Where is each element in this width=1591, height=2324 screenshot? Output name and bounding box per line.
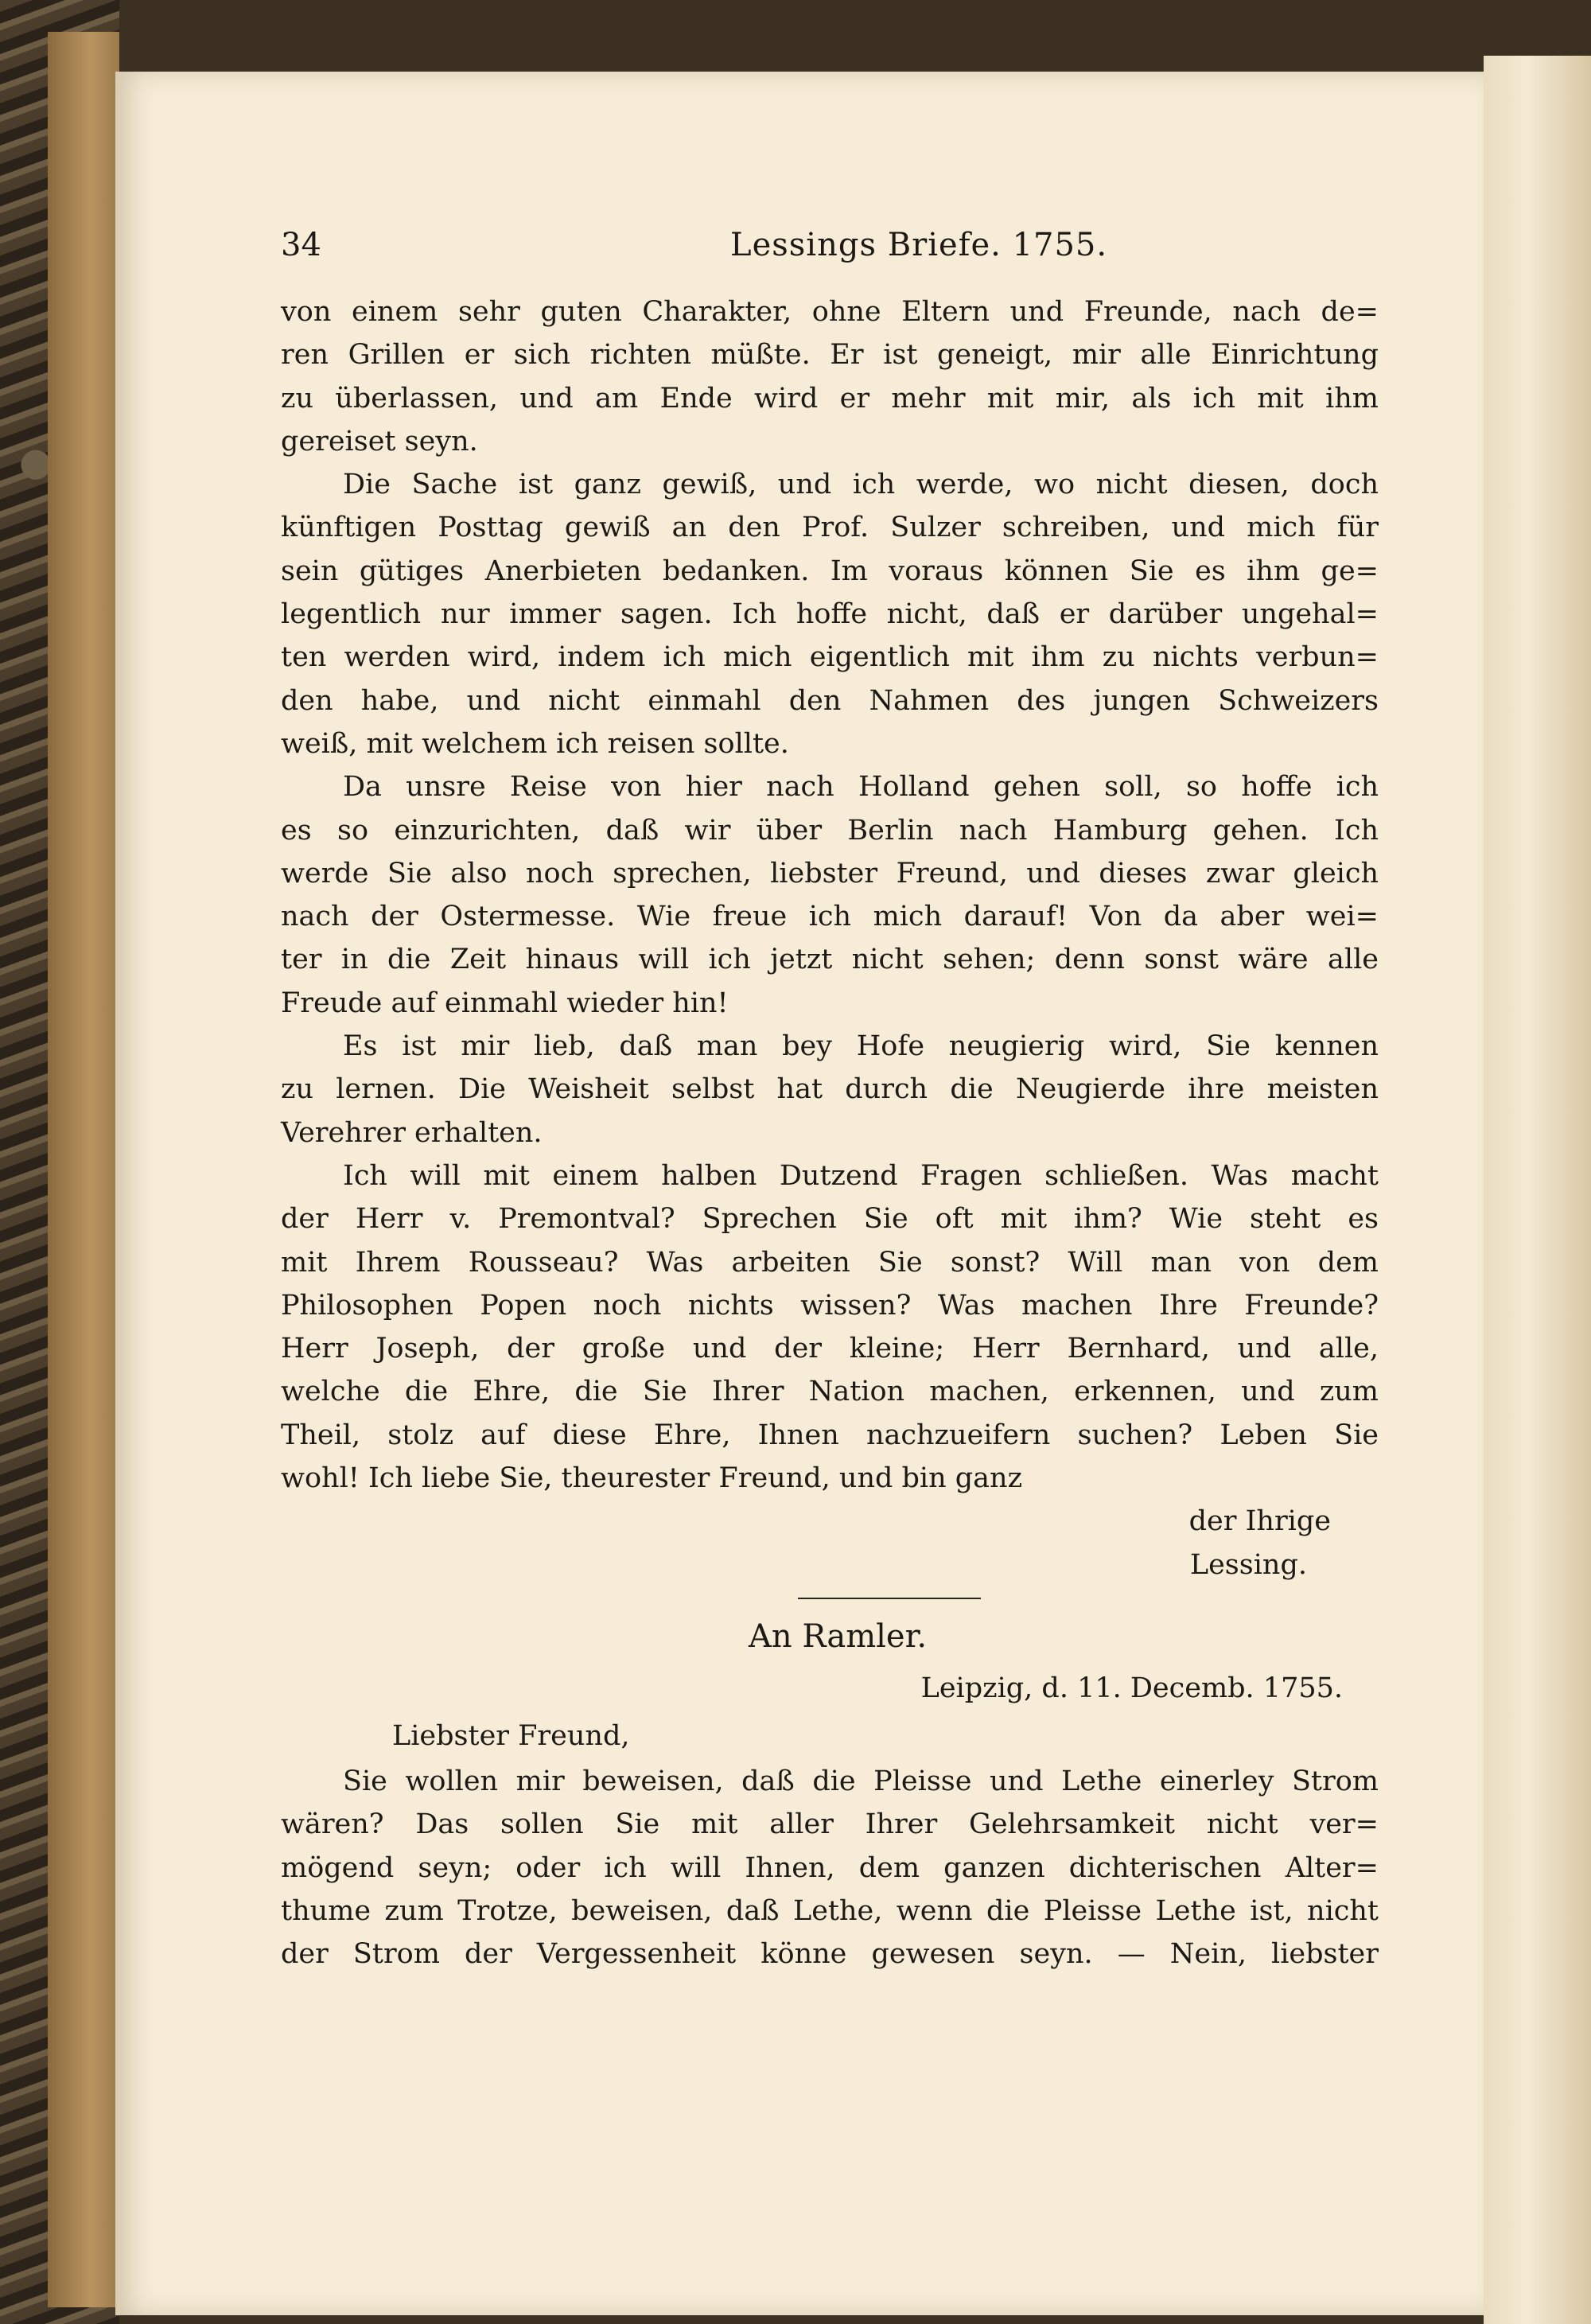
text-line: welche die Ehre, die Sie Ihrer Nation machen, erkennen, und zum [281,1376,1379,1408]
text-line: Die Sache ist ganz gewiß, und ich werde, wo nicht diesen, doch [343,469,1379,501]
text-line: mögend seyn; oder ich will Ihnen, dem ganzen dichterischen Alter= [281,1851,1379,1884]
salutation: Liebster Freund, [392,1719,630,1752]
text-line: künftigen Posttag gewiß an den Prof. Sulzer schreiben, und mich für [281,512,1379,544]
text-line: werde Sie also noch sprechen, liebster Freund, und dieses zwar gleich [281,857,1379,890]
letter-heading: An Ramler. [748,1617,928,1655]
text-line: zu lernen. Die Weisheit selbst hat durch die Neugierde ihre meisten [281,1073,1379,1106]
letter-body [281,290,1379,1976]
text-line: Verehrer erhalten. [281,1116,543,1149]
closing: der Ihrige [1188,1505,1331,1538]
leather-spine-edge [48,32,119,2307]
text-line: thume zum Trotze, beweisen, daß Lethe, wenn die Pleisse Lethe ist, nicht [281,1894,1379,1927]
text-line: wohl! Ich liebe Sie, theurester Freund, und bin ganz [281,1462,1023,1495]
next-page-edge [1484,56,1591,2324]
section-divider [798,1598,981,1599]
text-line: Ich will mit einem halben Dutzend Fragen schließen. Was macht [343,1159,1379,1192]
text-line: wären? Das sollen Sie mit aller Ihrer Gelehrsamkeit nicht ver= [281,1808,1379,1841]
text-line: Philosophen Popen noch nichts wissen? Was machen Ihre Freunde? [281,1289,1379,1322]
text-line: Theil, stolz auf diese Ehre, Ihnen nachzueifern suchen? Leben Sie [281,1419,1379,1451]
text-line: mit Ihrem Rousseau? Was arbeiten Sie sonst? Will man von dem [281,1246,1379,1279]
page-content [281,227,1379,1976]
running-title: Lessings Briefe. 1755. [730,227,1108,263]
text-line: es so einzurichten, daß wir über Berlin nach Hamburg gehen. Ich [281,814,1379,847]
text-line: nach der Ostermesse. Wie freue ich mich darauf! Von da aber wei= [281,901,1379,933]
text-line: den habe, und nicht einmahl den Nahmen des jungen Schweizers [281,684,1379,717]
dateline: Leipzig, d. 11. Decemb. 1755. [920,1672,1343,1704]
text-line: zu überlassen, und am Ende wird er mehr mit mir, als ich mit ihm [281,382,1379,415]
text-line: Herr Joseph, der große und der kleine; Herr Bernhard, und alle, [281,1333,1379,1365]
text-line: Da unsre Reise von hier nach Holland gehen soll, so hoffe ich [343,771,1379,804]
running-head [281,227,1379,274]
text-line: ten werden wird, indem ich mich eigentlich mit ihm zu nichts verbun= [281,641,1379,674]
text-line: gereiset seyn. [281,425,478,457]
text-line: Freude auf einmahl wieder hin! [281,987,729,1019]
text-line: ren Grillen er sich richten müßte. Er ist geneigt, mir alle Einrichtung [281,339,1379,372]
text-line: Es ist mir lieb, daß man bey Hofe neugierig wird, Sie kennen [343,1030,1379,1063]
text-line: ter in die Zeit hinaus will ich jetzt nicht sehen; denn sonst wäre alle [281,944,1379,976]
text-line: Sie wollen mir beweisen, daß die Pleisse und Lethe einerley Strom [343,1765,1379,1797]
signature: Lessing. [1189,1548,1307,1581]
page-number: 34 [281,227,321,263]
text-line: der Strom der Vergessenheit könne gewesen seyn. — Nein, liebster [281,1938,1379,1971]
text-line: legentlich nur immer sagen. Ich hoffe nicht, daß er darüber ungehal= [281,598,1379,631]
text-line: weiß, mit welchem ich reisen sollte. [281,727,789,760]
text-line: sein gütiges Anerbieten bedanken. Im voraus können Sie es ihm ge= [281,555,1379,587]
text-line: von einem sehr guten Charakter, ohne Eltern und Freunde, nach de= [281,296,1379,328]
text-line: der Herr v. Premontval? Sprechen Sie oft mit ihm? Wie steht es [281,1203,1379,1236]
